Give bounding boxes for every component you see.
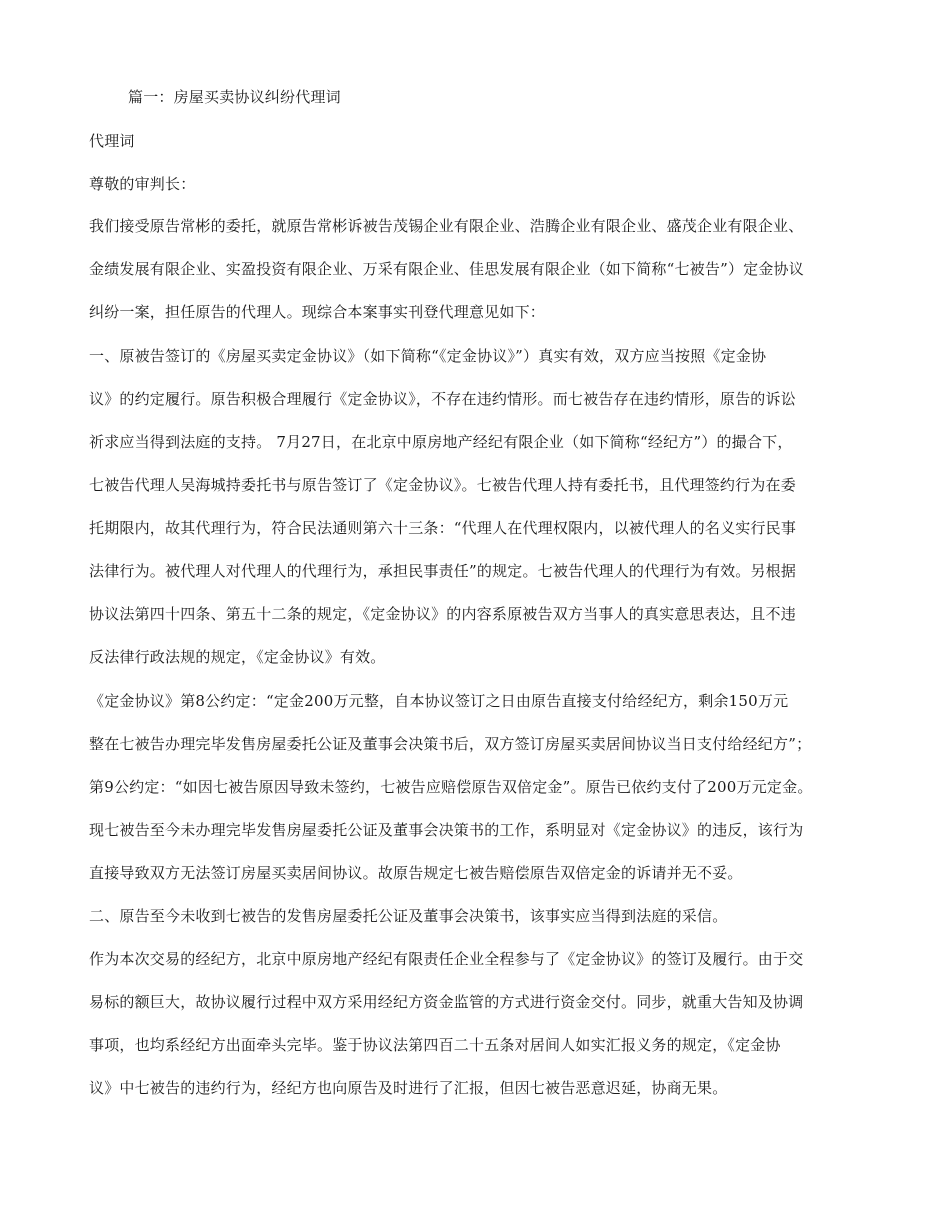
body-line: 托期限内，故其代理行为，符合民法通则第六十三条：“代理人在代理权限内，以被代理人的名义实行民事 <box>89 519 797 537</box>
body-line: 整在七被告办理完毕发售房屋委托公证及董事会决策书后，双方签订房屋买卖居间协议当日支付给经纪方”； <box>89 735 812 753</box>
body-line: 协议法第四十四条、第五十二条的规定，《定金协议》的内容系原被告双方当事人的真实意思表达，且不违 <box>89 605 796 623</box>
body-line: 反法律行政法规的规定，《定金协议》有效。 <box>89 648 386 666</box>
body-line: 现七被告至今未办理完毕发售房屋委托公证及董事会决策书的工作，系明显对《定金协议》的违反，该行为 <box>89 821 804 839</box>
body-line: 议》的约定履行。原告积极合理履行《定金协议》，不存在违约情形。而七被告存在违约情形，原告的诉讼 <box>89 390 796 408</box>
salutation: 尊敬的审判长： <box>89 175 196 193</box>
body-line: 祈求应当得到法庭的支持。 7月27日，在北京中原房地产经纪有限企业（如下简称“经纪方”）的撮合下， <box>89 433 793 451</box>
body-line: 我们接受原告常彬的委托，就原告常彬诉被告茂锡企业有限企业、浩腾企业有限企业、盛茂企业有限企业、 <box>89 217 804 235</box>
body-line: 作为本次交易的经纪方，北京中原房地产经纪有限责任企业全程参与了《定金协议》的签订及履行。由于交 <box>89 950 804 968</box>
body-line: 一、原被告签订的《房屋买卖定金协议》（如下简称“《定金协议》”）真实有效，双方应当按照《定金协 <box>89 347 767 365</box>
body-line: 议》中七被告的违约行为，经纪方也向原告及时进行了汇报，但因七被告恶意迟延，协商无果。 <box>89 1079 728 1097</box>
document-heading: 篇一：房屋买卖协议纠纷代理词 <box>128 88 341 106</box>
body-line: 纠纷一案，担任原告的代理人。现综合本案事实刊登代理意见如下： <box>89 303 546 321</box>
document-title: 代理词 <box>89 132 135 150</box>
body-line: 直接导致双方无法签订房屋买卖居间协议。故原告规定七被告赔偿原告双倍定金的诉请并无不妥。 <box>89 864 743 882</box>
body-line: 易标的额巨大，故协议履行过程中双方采用经纪方资金监管的方式进行资金交付。同步，就重大告知及协调 <box>89 993 804 1011</box>
body-line: 法律行为。被代理人对代理人的代理行为，承担民事责任”的规定。七被告代理人的代理行为有效。另根据 <box>89 562 797 580</box>
body-line: 七被告代理人吴海城持委托书与原告签订了《定金协议》。七被告代理人持有委托书，且代理签约行为在委 <box>89 476 796 494</box>
body-line: 金绩发展有限企业、实盈投资有限企业、万采有限企业、佳思发展有限企业（如下简称“七被告”）定金协议 <box>89 260 804 278</box>
body-line: 二、原告至今未收到七被告的发售房屋委托公证及董事会决策书，该事实应当得到法庭的采信。 <box>89 907 728 925</box>
body-line: 第9公约定：“如因七被告原因导致未签约，七被告应赔偿原告双倍定金”。原告已依约支付了200万元定金。 <box>89 778 813 796</box>
body-line: 事项，也均系经纪方出面牵头完毕。鉴于协议法第四百二十五条对居间人如实汇报义务的规定，《定金协 <box>89 1036 781 1054</box>
body-line: 《定金协议》第8公约定：“定金200万元整，自本协议签订之日由原告直接支付给经纪方，剩余150万元 <box>89 692 789 710</box>
